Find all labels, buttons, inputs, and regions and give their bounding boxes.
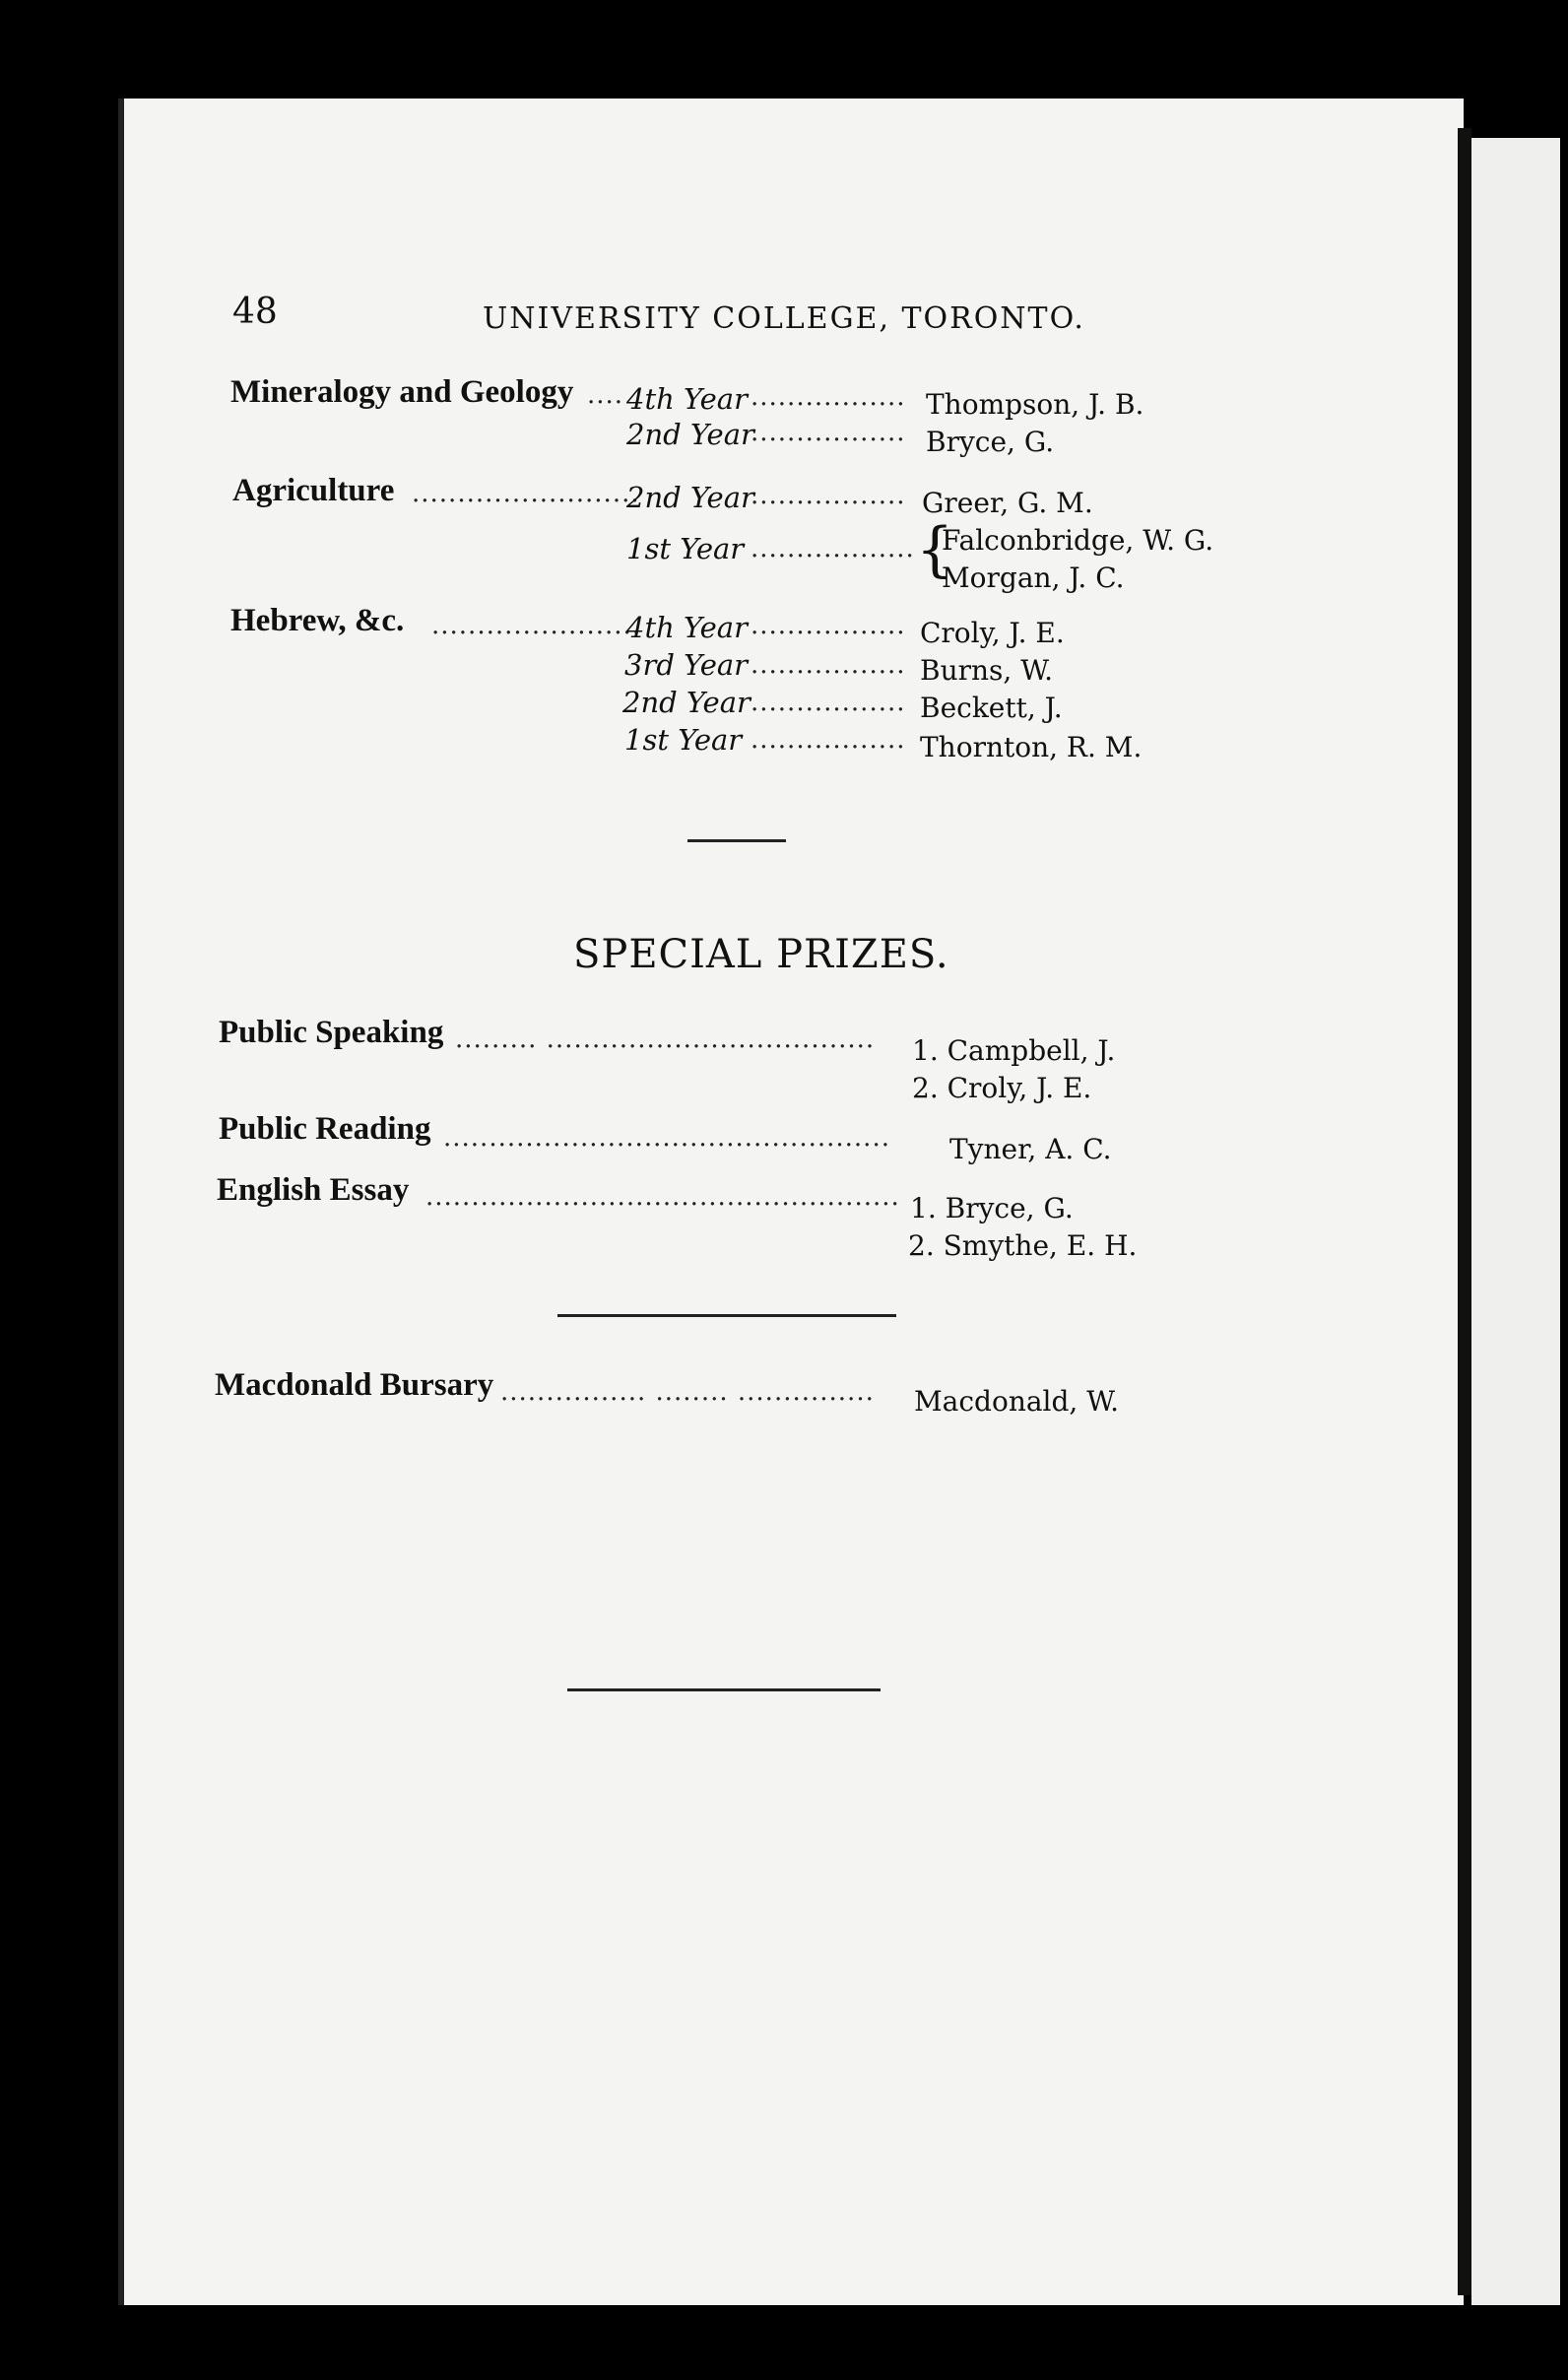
award-name: Thornton, R. M. <box>920 731 1143 763</box>
facing-page-edge <box>1471 138 1560 2305</box>
prize-winner: 1. Campbell, J. <box>912 1034 1116 1067</box>
year-label: 2nd Year <box>622 686 751 719</box>
year-label: 4th Year <box>626 382 748 416</box>
leader-dots: ....................... <box>431 611 642 640</box>
running-title: UNIVERSITY COLLEGE, TORONTO. <box>483 301 1085 336</box>
leader-dots: .................................................... <box>425 1182 900 1212</box>
prize-winner: 2. Croly, J. E. <box>912 1072 1092 1104</box>
section-divider <box>687 839 786 842</box>
award-name: Falconbridge, W. G. <box>942 524 1214 557</box>
subject-mineralogy-geology: Mineralogy and Geology <box>230 374 574 410</box>
year-label: 1st Year <box>626 532 745 565</box>
prize-english-essay: English Essay <box>217 1172 410 1208</box>
book-spine <box>1458 128 1471 2295</box>
prize-winner: 1. Bryce, G. <box>910 1192 1074 1224</box>
award-name: Beckett, J. <box>920 692 1063 724</box>
page-number: 48 <box>232 292 278 332</box>
leader-dots: ................. <box>751 725 906 755</box>
prize-winner: 2. Smythe, E. H. <box>908 1229 1138 1262</box>
prize-public-speaking: Public Speaking <box>219 1015 444 1050</box>
leader-dots: ................. <box>751 688 906 717</box>
leader-dots: ................................................. <box>443 1123 890 1153</box>
subject-agriculture: Agriculture <box>232 473 395 508</box>
leader-dots: ................ ........ ............... <box>500 1377 875 1407</box>
award-name: Croly, J. E. <box>920 617 1065 649</box>
year-label: 1st Year <box>624 723 743 757</box>
bursary-name: Macdonald Bursary <box>215 1367 494 1403</box>
prize-winner: Tyner, A. C. <box>949 1133 1112 1165</box>
award-name: Burns, W. <box>920 654 1053 687</box>
leader-dots: .................. <box>751 534 915 563</box>
leader-dots: ................. <box>751 418 906 447</box>
section-divider <box>557 1314 896 1317</box>
year-label: 2nd Year <box>626 481 754 514</box>
year-label: 3rd Year <box>624 648 749 682</box>
special-prizes-heading: SPECIAL PRIZES. <box>573 932 949 977</box>
leader-dots: ................. <box>751 382 906 412</box>
leader-dots: ......................... <box>412 479 640 508</box>
year-label: 2nd Year <box>626 418 754 451</box>
grouping-brace: { <box>916 515 954 584</box>
bursary-winner: Macdonald, W. <box>914 1385 1120 1418</box>
award-name: Bryce, G. <box>926 426 1055 458</box>
prize-public-reading: Public Reading <box>219 1111 431 1147</box>
subject-hebrew: Hebrew, &c. <box>230 603 405 638</box>
leader-dots: ......... .................................... <box>455 1025 876 1054</box>
section-divider <box>567 1688 881 1691</box>
leader-dots: ................. <box>751 611 906 640</box>
award-name: Thompson, J. B. <box>926 388 1144 421</box>
leader-dots: ................. <box>751 481 906 510</box>
award-name: Greer, G. M. <box>922 487 1093 519</box>
leader-dots: .... <box>587 380 624 410</box>
leader-dots: ................. <box>751 650 906 680</box>
award-name: Morgan, J. C. <box>942 562 1125 594</box>
year-label: 4th Year <box>626 611 748 644</box>
